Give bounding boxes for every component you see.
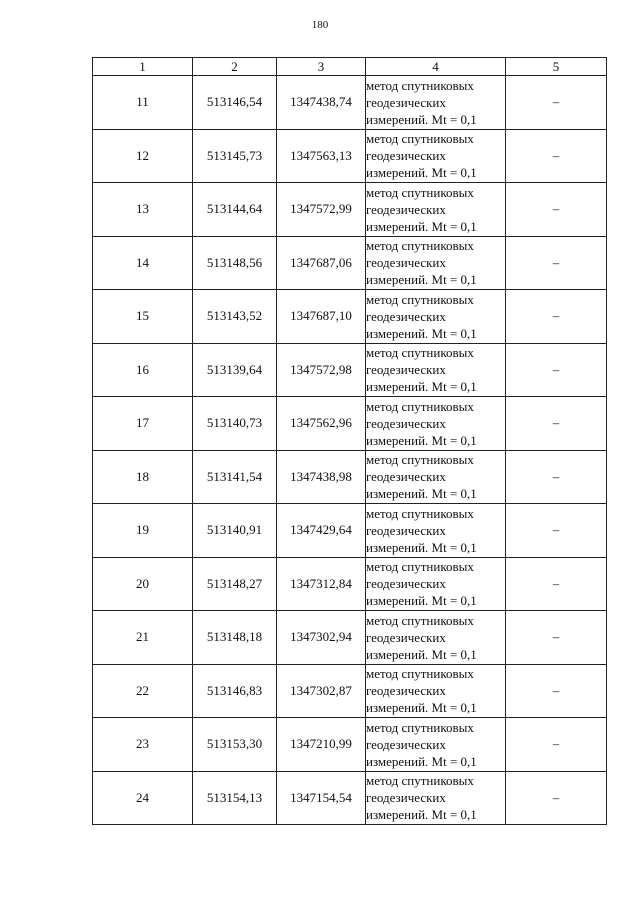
table-row [93, 236, 607, 290]
method-line: метод спутниковых [366, 452, 474, 468]
method-line: измерений. Mt = 0,1 [366, 486, 477, 502]
method-line: измерений. Mt = 0,1 [366, 593, 477, 609]
point-number-cell: 15 [93, 290, 193, 344]
method-cell [366, 504, 506, 558]
point-number-cell: 12 [93, 129, 193, 183]
table-row [93, 290, 607, 344]
point-number-cell: 11 [93, 76, 193, 130]
table-row [93, 397, 607, 451]
x-coordinate-cell: 513146,83 [193, 664, 277, 718]
note-cell: – [506, 611, 607, 665]
y-coordinate-cell: 1347572,99 [277, 183, 366, 237]
method-line: измерений. Mt = 0,1 [366, 325, 477, 341]
point-number-cell: 23 [93, 718, 193, 772]
method-line: метод спутниковых [366, 291, 474, 307]
x-coordinate-cell: 513153,30 [193, 718, 277, 772]
point-number-cell: 20 [93, 557, 193, 611]
method-cell [366, 183, 506, 237]
y-coordinate-cell: 1347572,98 [277, 343, 366, 397]
point-number-cell: 16 [93, 343, 193, 397]
method-line: измерений. Mt = 0,1 [366, 807, 477, 823]
y-coordinate-cell: 1347438,74 [277, 76, 366, 130]
method-line: геодезических [366, 94, 446, 110]
y-coordinate-cell: 1347429,64 [277, 504, 366, 558]
method-cell [366, 771, 506, 825]
table-row [93, 771, 607, 825]
table-row [93, 557, 607, 611]
column-header-2: 2 [193, 58, 277, 76]
x-coordinate-cell: 513140,73 [193, 397, 277, 451]
note-cell: – [506, 450, 607, 504]
method-line: измерений. Mt = 0,1 [366, 272, 477, 288]
y-coordinate-cell: 1347563,13 [277, 129, 366, 183]
method-cell [366, 450, 506, 504]
method-line: метод спутниковых [366, 184, 474, 200]
note-cell: – [506, 343, 607, 397]
note-cell: – [506, 183, 607, 237]
method-cell [366, 397, 506, 451]
method-line: геодезических [366, 629, 446, 645]
method-line: геодезических [366, 522, 446, 538]
method-line: измерений. Mt = 0,1 [366, 753, 477, 769]
x-coordinate-cell: 513148,56 [193, 236, 277, 290]
table-row [93, 129, 607, 183]
method-line: измерений. Mt = 0,1 [366, 539, 477, 555]
x-coordinate-cell: 513139,64 [193, 343, 277, 397]
method-cell [366, 611, 506, 665]
note-cell: – [506, 129, 607, 183]
coordinates-table [92, 57, 607, 825]
note-cell: – [506, 664, 607, 718]
x-coordinate-cell: 513148,27 [193, 557, 277, 611]
method-line: геодезических [366, 308, 446, 324]
table-row [93, 76, 607, 130]
table-row [93, 718, 607, 772]
y-coordinate-cell: 1347302,87 [277, 664, 366, 718]
y-coordinate-cell: 1347687,10 [277, 290, 366, 344]
method-line: измерений. Mt = 0,1 [366, 646, 477, 662]
method-line: геодезических [366, 201, 446, 217]
column-header-4: 4 [366, 58, 506, 76]
method-cell [366, 129, 506, 183]
point-number-cell: 18 [93, 450, 193, 504]
method-line: метод спутниковых [366, 773, 474, 789]
point-number-cell: 13 [93, 183, 193, 237]
method-cell [366, 290, 506, 344]
table-row [93, 504, 607, 558]
method-line: геодезических [366, 148, 446, 164]
x-coordinate-cell: 513148,18 [193, 611, 277, 665]
y-coordinate-cell: 1347438,98 [277, 450, 366, 504]
table-row [93, 450, 607, 504]
y-coordinate-cell: 1347154,54 [277, 771, 366, 825]
method-line: геодезических [366, 255, 446, 271]
table-row [93, 343, 607, 397]
y-coordinate-cell: 1347210,99 [277, 718, 366, 772]
column-header-1: 1 [93, 58, 193, 76]
x-coordinate-cell: 513144,64 [193, 183, 277, 237]
method-line: геодезических [366, 790, 446, 806]
method-cell [366, 718, 506, 772]
method-cell [366, 236, 506, 290]
point-number-cell: 24 [93, 771, 193, 825]
note-cell: – [506, 771, 607, 825]
point-number-cell: 17 [93, 397, 193, 451]
note-cell: – [506, 76, 607, 130]
y-coordinate-cell: 1347302,94 [277, 611, 366, 665]
method-line: геодезических [366, 736, 446, 752]
x-coordinate-cell: 513145,73 [193, 129, 277, 183]
note-cell: – [506, 504, 607, 558]
table-row [93, 611, 607, 665]
method-line: геодезических [366, 415, 446, 431]
method-line: измерений. Mt = 0,1 [366, 700, 477, 716]
method-line: геодезических [366, 683, 446, 699]
table-row [93, 664, 607, 718]
point-number-cell: 21 [93, 611, 193, 665]
method-line: измерений. Mt = 0,1 [366, 165, 477, 181]
x-coordinate-cell: 513154,13 [193, 771, 277, 825]
method-line: измерений. Mt = 0,1 [366, 379, 477, 395]
note-cell: – [506, 397, 607, 451]
note-cell: – [506, 236, 607, 290]
column-header-5: 5 [506, 58, 607, 76]
point-number-cell: 19 [93, 504, 193, 558]
method-line: геодезических [366, 469, 446, 485]
note-cell: – [506, 557, 607, 611]
column-header-3: 3 [277, 58, 366, 76]
method-line: метод спутниковых [366, 131, 474, 147]
x-coordinate-cell: 513143,52 [193, 290, 277, 344]
x-coordinate-cell: 513140,91 [193, 504, 277, 558]
method-cell [366, 557, 506, 611]
method-cell [366, 76, 506, 130]
method-line: геодезических [366, 362, 446, 378]
y-coordinate-cell: 1347687,06 [277, 236, 366, 290]
table-header-row [93, 58, 607, 76]
method-line: геодезических [366, 576, 446, 592]
method-line: метод спутниковых [366, 666, 474, 682]
method-cell [366, 343, 506, 397]
page-number: 180 [311, 19, 329, 31]
y-coordinate-cell: 1347562,96 [277, 397, 366, 451]
note-cell: – [506, 290, 607, 344]
method-line: измерений. Mt = 0,1 [366, 111, 477, 127]
method-line: метод спутниковых [366, 505, 474, 521]
method-line: метод спутниковых [366, 559, 474, 575]
method-line: измерений. Mt = 0,1 [366, 432, 477, 448]
table-row [93, 183, 607, 237]
y-coordinate-cell: 1347312,84 [277, 557, 366, 611]
x-coordinate-cell: 513141,54 [193, 450, 277, 504]
method-line: метод спутниковых [366, 719, 474, 735]
note-cell: – [506, 718, 607, 772]
method-line: метод спутниковых [366, 238, 474, 254]
method-line: измерений. Mt = 0,1 [366, 218, 477, 234]
method-cell [366, 664, 506, 718]
x-coordinate-cell: 513146,54 [193, 76, 277, 130]
point-number-cell: 14 [93, 236, 193, 290]
method-line: метод спутниковых [366, 398, 474, 414]
method-line: метод спутниковых [366, 77, 474, 93]
method-line: метод спутниковых [366, 612, 474, 628]
point-number-cell: 22 [93, 664, 193, 718]
method-line: метод спутниковых [366, 345, 474, 361]
table-body [93, 76, 607, 825]
